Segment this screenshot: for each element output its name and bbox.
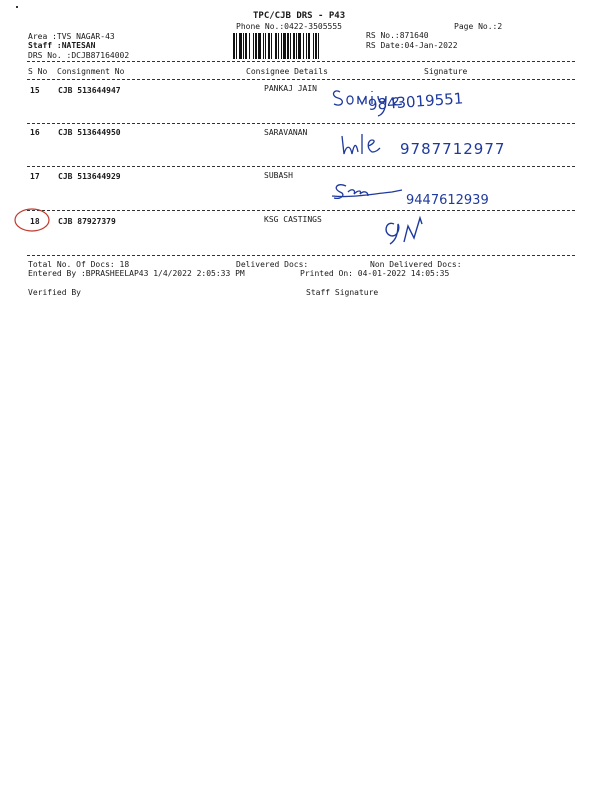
barcode-bar — [265, 33, 266, 59]
row-divider — [27, 166, 575, 167]
area-field: Area :TVS NAGAR-43 — [28, 32, 115, 41]
page-number: Page No.:2 — [454, 22, 503, 31]
barcode-bar — [298, 33, 301, 59]
signature-scribble — [328, 180, 408, 202]
rs-date: RS Date:04-Jan-2022 — [366, 41, 458, 50]
staff-signature: Staff Signature — [306, 288, 379, 297]
barcode-bar — [275, 33, 277, 59]
row-divider — [27, 123, 575, 124]
document-title: TPC/CJB DRS - P43 — [253, 11, 346, 21]
signature-scribble — [338, 132, 398, 158]
barcode-bar — [236, 33, 237, 59]
row-consignment: CJB 513644929 — [58, 172, 121, 181]
col-header-sno: S No — [28, 67, 48, 76]
phone-number: Phone No.:0422-3505555 — [236, 22, 342, 31]
row-consignee: PANKAJ JAIN — [264, 84, 317, 93]
entered-by: Entered By :BPRASHEELAP43 1/4/2022 2:05:33 PM — [28, 269, 245, 278]
row-sno: 15 — [30, 86, 40, 95]
barcode-bar — [308, 33, 310, 59]
barcode-bar — [313, 33, 314, 59]
barcode-bar — [296, 33, 297, 59]
row-consignment: CJB 87927379 — [58, 217, 116, 226]
handwritten-phone: 9447612939 — [406, 193, 489, 208]
non-delivered-docs: Non Delivered Docs: — [370, 260, 462, 269]
barcode-bar — [245, 33, 247, 59]
header-divider — [27, 61, 575, 62]
table-end-divider — [27, 255, 575, 256]
barcode-bar — [233, 33, 235, 59]
staff-field: Staff :NATESAN — [28, 41, 96, 50]
barcode-bar — [315, 33, 317, 59]
barcode-bar — [318, 33, 319, 59]
row-consignment: CJB 513644950 — [58, 128, 121, 137]
row-consignee: SARAVANAN — [264, 128, 308, 137]
barcode-bar — [268, 33, 270, 59]
verified-by: Verified By — [28, 288, 81, 297]
row-sno: 16 — [30, 128, 40, 137]
printed-on: Printed On: 04-01-2022 14:05:35 — [300, 269, 450, 278]
barcode-bar — [281, 33, 282, 59]
barcode-bar — [258, 33, 261, 59]
total-docs: Total No. Of Docs: 18 — [28, 260, 130, 269]
row-consignee: SUBASH — [264, 171, 293, 180]
col-header-consignee: Consignee Details — [246, 67, 328, 76]
signature-scribble — [380, 214, 440, 250]
handwritten-phone: 9843019551 — [367, 89, 464, 114]
barcode-bar — [253, 33, 254, 59]
col-header-consignment: Consignment No — [57, 67, 125, 76]
barcode-bar — [278, 33, 279, 59]
col-header-signature: Signature — [424, 67, 468, 76]
barcode-bar — [306, 33, 307, 59]
barcode-bar — [293, 33, 295, 59]
rs-number: RS No.:871640 — [366, 31, 429, 40]
barcode-bar — [263, 33, 264, 59]
barcode-bar — [290, 33, 291, 59]
column-header-divider — [27, 79, 575, 80]
barcode-bar — [239, 33, 242, 59]
scan-speck — [16, 6, 18, 8]
drs-number: DRS No. :DCJB87164002 — [28, 51, 130, 60]
barcode — [233, 33, 361, 59]
handwritten-phone: 9787712977 — [400, 140, 506, 158]
row-sno: 17 — [30, 172, 40, 181]
barcode-bar — [287, 33, 289, 59]
barcode-bar — [255, 33, 257, 59]
barcode-bar — [303, 33, 304, 59]
row-consignee: KSG CASTINGS — [264, 215, 322, 224]
row-divider — [27, 210, 575, 211]
row-consignment: CJB 513644947 — [58, 86, 121, 95]
row-sno: 18 — [30, 217, 40, 226]
barcode-bar — [271, 33, 272, 59]
barcode-bar — [283, 33, 286, 59]
barcode-bar — [243, 33, 244, 59]
delivered-docs: Delivered Docs: — [236, 260, 309, 269]
barcode-bar — [249, 33, 250, 59]
